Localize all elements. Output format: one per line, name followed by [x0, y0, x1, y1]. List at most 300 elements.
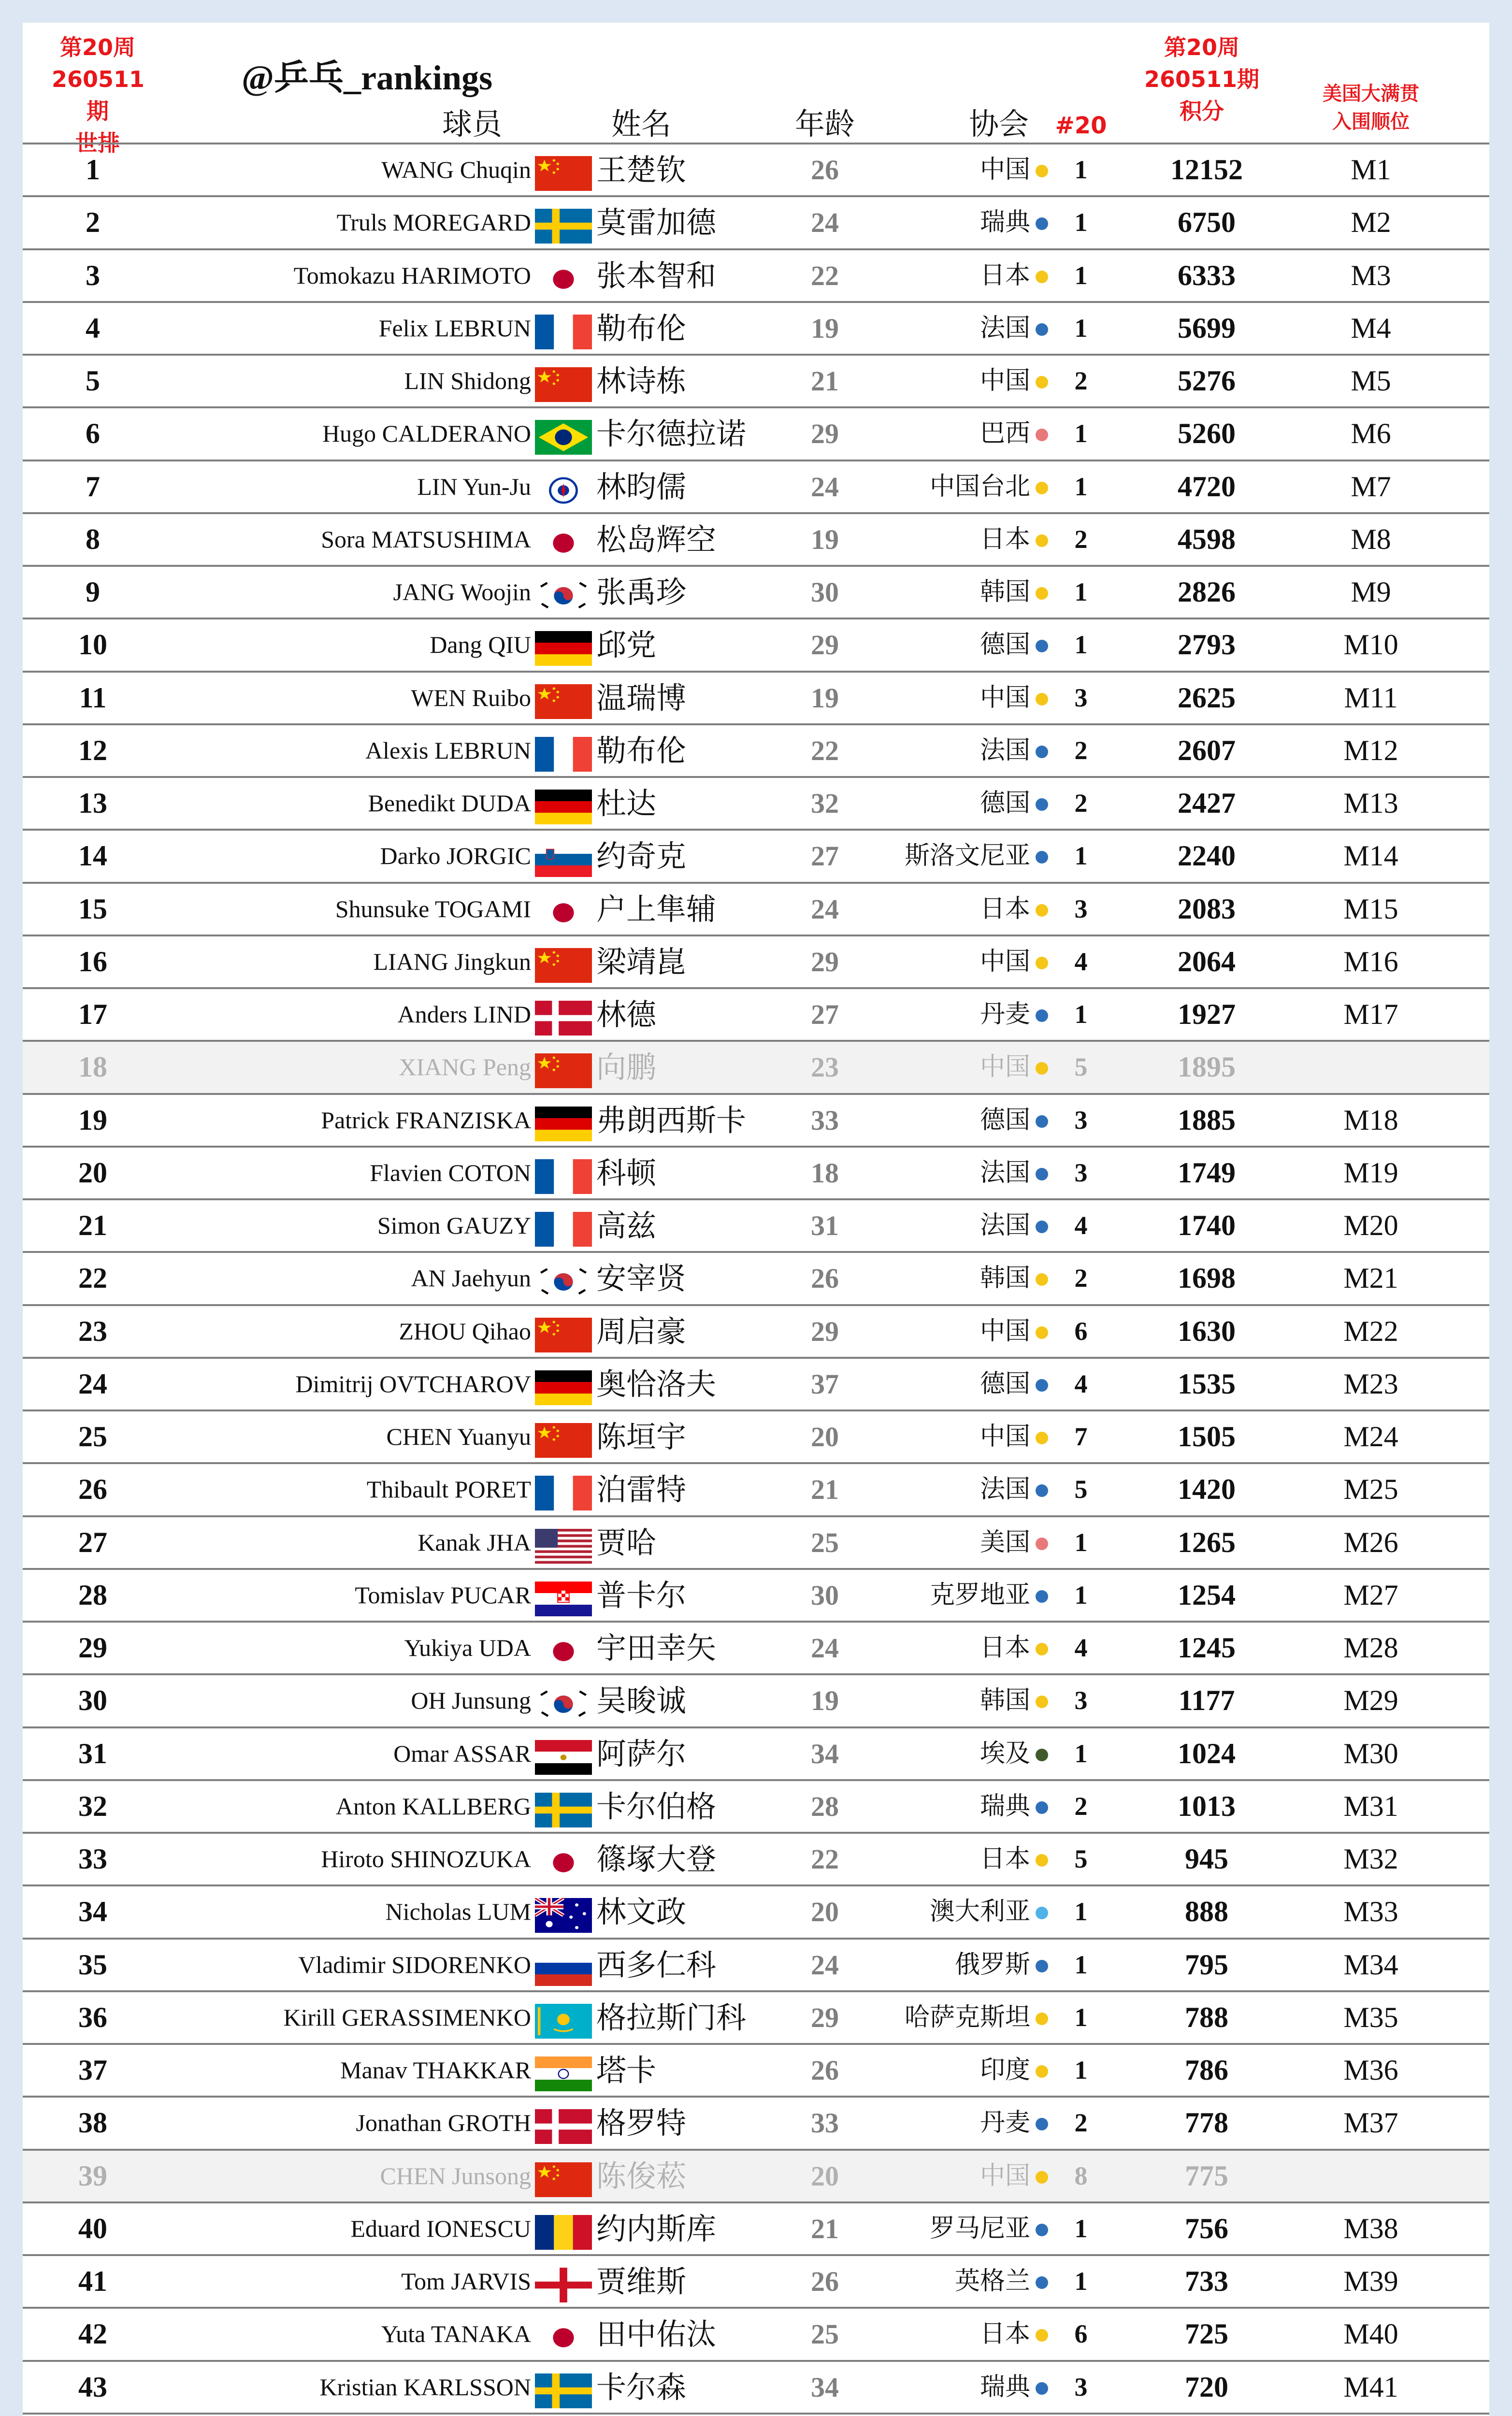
association-cell: 德国 [979, 789, 1030, 818]
points-cell: 1885 [1178, 1104, 1236, 1136]
player-english-name: Yukiya UDA [404, 1634, 531, 1661]
rank-cell: 6 [86, 417, 100, 450]
player-english-name: ZHOU Qihao [399, 1317, 531, 1345]
association-cell: 日本 [979, 894, 1030, 923]
player-chinese-name: 林文政 [596, 1894, 687, 1930]
week-count-cell: 8 [1074, 2161, 1088, 2190]
china-flag-icon [535, 2162, 592, 2197]
russia-flag-icon [535, 1951, 592, 1986]
player-english-name: Truls MOREGARD [336, 209, 531, 236]
player-chinese-name: 约内斯库 [596, 2211, 717, 2246]
player-chinese-name: 约奇克 [596, 838, 687, 874]
rank-cell: 25 [78, 1421, 107, 1452]
week-count-cell: 1 [1074, 208, 1088, 237]
china-flag-icon [535, 1318, 592, 1352]
table-row [23, 460, 1489, 512]
usa-smash-seed-cell: M17 [1343, 998, 1398, 1030]
week-count-cell: 1 [1074, 260, 1088, 290]
association-dot-icon [1036, 1273, 1048, 1286]
association-cell: 澳大利亚 [929, 1897, 1030, 1927]
points-cell: 1177 [1178, 1684, 1235, 1717]
player-chinese-name: 周启豪 [596, 1313, 687, 1349]
player-chinese-name: 向鹏 [596, 1050, 657, 1085]
rank-cell: 9 [86, 576, 100, 608]
player-chinese-name: 安宰贤 [596, 1261, 687, 1296]
association-cell: 韩国 [979, 1264, 1030, 1293]
denmark-flag-icon [535, 2109, 592, 2144]
points-cell: 725 [1185, 2318, 1228, 2350]
week-count-cell: 4 [1074, 1633, 1088, 1662]
usa-smash-seed-cell: M34 [1343, 1948, 1398, 1981]
points-cell: 5276 [1178, 365, 1236, 397]
association-dot-icon [1036, 1326, 1048, 1339]
points-cell: 795 [1185, 1948, 1228, 1981]
table-header [23, 23, 1489, 156]
player-chinese-name: 林德 [596, 997, 657, 1032]
usa-smash-seed-cell: M2 [1351, 206, 1391, 239]
player-english-name: Yuta TANAKA [381, 2320, 531, 2348]
points-cell: 2826 [1178, 576, 1236, 608]
player-chinese-name: 林诗栋 [596, 363, 687, 399]
table-row [23, 1093, 1489, 1146]
germany-flag-icon [535, 1370, 592, 1405]
week-count-cell: 6 [1074, 2319, 1088, 2349]
player-english-name: Sora MATSUSHIMA [321, 525, 531, 553]
association-cell: 哈萨克斯坦 [904, 2002, 1030, 2032]
player-header: 球员 [442, 106, 502, 142]
rank-cell: 17 [78, 998, 107, 1030]
age-cell: 27 [811, 840, 839, 872]
australia-flag-icon [535, 1898, 592, 1933]
association-cell: 德国 [979, 1369, 1030, 1398]
player-chinese-name: 卡尔森 [596, 2369, 687, 2405]
age-cell: 34 [811, 2371, 839, 2403]
rank-cell: 3 [86, 259, 100, 291]
table-row [23, 565, 1489, 618]
table-row [23, 2201, 1489, 2254]
rank-cell: 20 [78, 1156, 107, 1189]
association-cell: 中国台北 [929, 472, 1030, 501]
player-chinese-name: 阿萨尔 [596, 1736, 687, 1771]
rankings-table [23, 143, 1489, 2416]
week-count-cell: 1 [1074, 841, 1088, 871]
points-cell: 756 [1185, 2212, 1228, 2244]
week-count-cell: 3 [1074, 1105, 1088, 1135]
player-chinese-name: 林昀儒 [596, 469, 687, 504]
usa-smash-seed-cell: M24 [1343, 1421, 1398, 1452]
player-english-name: Hugo CALDERANO [322, 420, 531, 447]
sweden-flag-icon [535, 1793, 592, 1827]
player-english-name: LIANG Jingkun [373, 948, 531, 975]
china-flag-icon [535, 1053, 592, 1088]
japan-flag-icon [535, 1634, 592, 1669]
age-cell: 26 [811, 2055, 839, 2086]
table-row [23, 195, 1489, 248]
player-chinese-name: 塔卡 [596, 2053, 657, 2088]
korea-flag-icon [535, 1687, 592, 1722]
age-cell: 21 [811, 365, 839, 397]
world-rank-header-line: 260511期 [52, 66, 145, 124]
usa-flag-icon [535, 1529, 592, 1564]
association-dot-icon [1036, 904, 1048, 917]
association-cell: 德国 [979, 1105, 1030, 1135]
player-english-name: XIANG Peng [399, 1053, 531, 1081]
table-row [23, 776, 1489, 829]
rank-cell: 42 [78, 2318, 107, 2350]
association-cell: 韩国 [979, 577, 1030, 606]
association-cell: 法国 [979, 313, 1030, 343]
table-row [23, 618, 1489, 670]
points-cell: 1245 [1178, 1632, 1236, 1664]
association-cell: 中国 [979, 155, 1030, 184]
usa-smash-seed-cell: M10 [1343, 629, 1398, 661]
usa-smash-seed-cell: M1 [1351, 154, 1391, 186]
association-cell: 罗马尼亚 [929, 2214, 1030, 2243]
player-english-name: Manav THAKKAR [340, 2056, 531, 2084]
association-dot-icon [1036, 957, 1048, 969]
germany-flag-icon [535, 790, 592, 824]
player-chinese-name: 西多仁科 [596, 1947, 717, 1983]
points-cell: 5699 [1178, 312, 1236, 344]
week-count-cell: 1 [1074, 1950, 1088, 1979]
usa-smash-seed-cell: M5 [1351, 365, 1391, 397]
week-count-cell: 1 [1074, 155, 1088, 184]
table-row [23, 1462, 1489, 1515]
association-dot-icon [1036, 1115, 1048, 1128]
table-row [23, 1884, 1489, 1937]
player-chinese-name: 张禹珍 [596, 575, 687, 610]
usa-smash-seed-cell: M4 [1351, 312, 1391, 344]
player-chinese-name: 松岛辉空 [596, 521, 717, 557]
age-cell: 21 [811, 1474, 839, 1506]
usa-smash-seed-cell: M36 [1343, 2054, 1398, 2086]
player-chinese-name: 卡尔德拉诺 [596, 416, 747, 452]
rank-cell: 4 [86, 312, 100, 344]
association-dot-icon [1036, 1379, 1048, 1392]
points-header-line: 积分 [1180, 98, 1224, 124]
age-cell: 26 [811, 2266, 839, 2297]
points-cell: 1013 [1178, 1790, 1236, 1822]
week-count-cell: 5 [1074, 1052, 1088, 1082]
player-english-name: JANG Woojin [393, 578, 531, 605]
player-chinese-name: 勒布伦 [596, 733, 687, 768]
points-cell: 1024 [1178, 1737, 1236, 1769]
player-english-name: Hiroto SHINOZUKA [321, 1845, 531, 1872]
player-chinese-name: 篠塚大登 [596, 1841, 717, 1877]
usa-smash-seed-cell: M3 [1351, 259, 1391, 291]
association-dot-icon [1036, 1168, 1048, 1180]
player-english-name: LIN Yun-Ju [417, 473, 531, 500]
association-dot-icon [1036, 746, 1048, 758]
week-count-cell: 1 [1074, 2267, 1088, 2296]
usa-smash-seed-cell: M39 [1343, 2265, 1398, 2297]
association-cell: 中国 [979, 1316, 1030, 1346]
age-cell: 20 [811, 1896, 839, 1928]
association-cell: 日本 [979, 1633, 1030, 1662]
association-dot-icon [1036, 2276, 1048, 2289]
player-english-name: Omar ASSAR [393, 1740, 531, 1767]
week-count-cell: 7 [1074, 1422, 1088, 1451]
points-cell: 2625 [1178, 681, 1236, 714]
association-cell: 美国 [979, 1527, 1030, 1557]
week-count-cell: 2 [1074, 366, 1088, 395]
usa-smash-seed-cell: M31 [1343, 1790, 1398, 1822]
germany-flag-icon [535, 631, 592, 666]
points-cell: 1749 [1178, 1156, 1236, 1189]
brazil-flag-icon [535, 420, 592, 455]
week-count-cell: 2 [1074, 735, 1088, 765]
rank-cell: 41 [78, 2265, 107, 2297]
usa-smash-seed-cell: M18 [1343, 1104, 1398, 1136]
age-cell: 24 [811, 1949, 839, 1981]
age-cell: 29 [811, 418, 839, 450]
rank-cell: 27 [78, 1526, 107, 1558]
association-dot-icon [1036, 2065, 1048, 2078]
age-cell: 22 [811, 259, 839, 291]
points-cell: 1698 [1178, 1262, 1236, 1294]
week-count-cell: 5 [1074, 1475, 1088, 1504]
points-cell: 2607 [1178, 734, 1236, 766]
association-dot-icon [1036, 1749, 1048, 1761]
china-flag-icon [535, 948, 592, 983]
rank-cell: 15 [78, 892, 107, 925]
association-cell: 日本 [979, 524, 1030, 554]
name-header: 姓名 [611, 106, 671, 142]
usa-smash-seed-cell: M20 [1343, 1209, 1398, 1241]
rank-cell: 22 [78, 1262, 107, 1294]
association-cell: 中国 [979, 683, 1030, 712]
week-count-cell: 1 [1074, 1000, 1088, 1029]
player-chinese-name: 陈垣宇 [596, 1419, 687, 1454]
usa-smash-seed-cell: M29 [1343, 1684, 1398, 1717]
rank-cell: 10 [78, 629, 107, 661]
player-english-name: Simon GAUZY [377, 1212, 531, 1239]
association-dot-icon [1036, 2329, 1048, 2342]
association-dot-icon [1036, 1801, 1048, 1814]
player-chinese-name: 张本智和 [596, 258, 717, 293]
week-count-cell: 3 [1074, 683, 1088, 712]
points-cell: 786 [1185, 2054, 1228, 2086]
rank-cell: 36 [78, 2001, 107, 2033]
week-count-cell: 1 [1074, 472, 1088, 501]
age-cell: 25 [811, 1526, 839, 1558]
table-row [23, 1779, 1489, 1832]
rank-cell: 1 [86, 154, 100, 186]
sweden-flag-icon [535, 2373, 592, 2408]
points-cell: 4720 [1178, 470, 1236, 503]
table-row [23, 1673, 1489, 1726]
player-chinese-name: 贾维斯 [596, 2264, 687, 2299]
association-cell: 印度 [979, 2056, 1030, 2085]
slovenia-flag-icon [535, 842, 592, 877]
table-row [23, 1304, 1489, 1357]
egypt-flag-icon [535, 1740, 592, 1775]
usa-smash-seed-cell: M30 [1343, 1737, 1398, 1769]
age-cell: 31 [811, 1210, 839, 1241]
player-chinese-name: 田中佑汰 [596, 2316, 717, 2352]
korea-flag-icon [535, 578, 592, 613]
association-dot-icon [1036, 1643, 1048, 1655]
usa-smash-seed-cell: M6 [1351, 417, 1391, 450]
association-dot-icon [1036, 165, 1048, 177]
week-count-cell: 1 [1074, 1580, 1088, 1610]
week-count-cell: 1 [1074, 630, 1088, 660]
table-row [23, 1990, 1489, 2043]
world-rank-header-line: 第20周 [59, 34, 135, 60]
table-row [23, 1357, 1489, 1409]
player-chinese-name: 邱党 [596, 627, 657, 663]
player-chinese-name: 莫雷加德 [596, 205, 717, 241]
association-cell: 丹麦 [979, 1000, 1030, 1029]
player-english-name: Felix LEBRUN [378, 314, 531, 342]
table-row [23, 406, 1489, 459]
usa-smash-seed-cell: M35 [1343, 2001, 1398, 2033]
player-chinese-name: 奥恰洛夫 [596, 1366, 717, 1402]
rank-cell: 40 [78, 2212, 107, 2244]
points-cell: 2083 [1178, 892, 1236, 925]
table-row [23, 671, 1489, 723]
week-count-cell: 2 [1074, 789, 1088, 818]
sweden-flag-icon [535, 209, 592, 244]
points-cell: 2064 [1178, 945, 1236, 978]
denmark-flag-icon [535, 1001, 592, 1035]
usa-smash-seed-cell [1298, 2151, 1443, 2201]
association-cell: 日本 [979, 2319, 1030, 2349]
usa-smash-seed-cell: M11 [1344, 681, 1398, 714]
player-chinese-name: 贾哈 [596, 1524, 657, 1560]
player-chinese-name: 格拉斯门科 [596, 1999, 747, 2035]
japan-flag-icon [535, 526, 592, 561]
england-flag-icon [535, 2268, 592, 2302]
association-cell: 中国 [979, 2161, 1030, 2190]
rank-cell: 26 [78, 1473, 107, 1506]
croatia-flag-icon [535, 1582, 592, 1616]
table-row [23, 2413, 1489, 2416]
rank-cell: 2 [86, 206, 100, 239]
player-english-name: Tomokazu HARIMOTO [293, 261, 531, 289]
points-cell: 2793 [1178, 629, 1236, 661]
rank-cell: 35 [78, 1948, 107, 1981]
association-dot-icon [1036, 1009, 1048, 1022]
table-row [23, 1726, 1489, 1779]
age-cell: 24 [811, 207, 839, 239]
player-english-name: Flavien COTON [370, 1159, 531, 1186]
rankings-sheet [23, 23, 1489, 2416]
player-english-name: LIN Shidong [404, 367, 531, 394]
player-chinese-name: 高兹 [596, 1208, 657, 1243]
points-cell: 788 [1185, 2001, 1228, 2033]
player-english-name: Shunsuke TOGAMI [335, 895, 531, 922]
player-english-name: Kirill GERASSIMENKO [283, 2003, 531, 2031]
player-english-name: Jonathan GROTH [356, 2109, 531, 2137]
week-count-cell: 2 [1074, 1264, 1088, 1293]
rank-cell: 37 [78, 2054, 107, 2086]
romania-flag-icon [535, 2215, 592, 2250]
rank-cell: 33 [78, 1843, 107, 1875]
usa-smash-seed-cell: M9 [1351, 576, 1391, 608]
age-cell: 23 [811, 1051, 839, 1083]
association-cell: 丹麦 [979, 2108, 1030, 2138]
player-english-name: Dang QIU [430, 631, 531, 659]
chinese-taipei-flag-icon [535, 473, 592, 508]
association-cell: 日本 [979, 260, 1030, 290]
usa-smash-seed-cell: M12 [1343, 734, 1398, 766]
week-count-header: #20 [1055, 112, 1107, 139]
association-dot-icon [1036, 1854, 1048, 1867]
points-cell: 775 [1185, 2159, 1228, 2192]
week-count-cell: 4 [1074, 1211, 1088, 1240]
age-cell: 27 [811, 999, 839, 1030]
age-cell: 25 [811, 2318, 839, 2350]
age-cell: 29 [811, 946, 839, 978]
table-row [23, 2096, 1489, 2148]
usa-smash-header-line: 入围顺位 [1332, 111, 1410, 133]
association-dot-icon [1036, 217, 1048, 230]
age-cell: 19 [811, 312, 839, 344]
age-cell: 26 [811, 1263, 839, 1294]
association-cell: 瑞典 [979, 208, 1030, 237]
week-count-cell: 2 [1074, 524, 1088, 554]
points-header [1129, 31, 1274, 127]
points-cell: 12152 [1170, 154, 1243, 186]
association-dot-icon [1036, 851, 1048, 863]
france-flag-icon [535, 737, 592, 772]
points-cell: 2240 [1178, 840, 1236, 872]
china-flag-icon [535, 1423, 592, 1458]
player-english-name: Tom JARVIS [401, 2268, 531, 2295]
age-cell: 18 [811, 1157, 839, 1189]
france-flag-icon [535, 1476, 592, 1510]
association-dot-icon [1036, 429, 1048, 441]
points-cell: 1895 [1178, 1051, 1236, 1083]
association-dot-icon [1036, 1696, 1048, 1708]
japan-flag-icon [535, 2320, 592, 2355]
player-english-name: Patrick FRANZISKA [321, 1106, 531, 1134]
player-chinese-name: 户上隼辅 [596, 891, 717, 927]
age-cell: 28 [811, 1790, 839, 1822]
player-chinese-name: 弗朗西斯卡 [596, 1102, 747, 1138]
rank-cell: 16 [78, 945, 107, 978]
player-chinese-name: 杜达 [596, 786, 657, 821]
association-dot-icon [1036, 1484, 1048, 1497]
association-cell: 中国 [979, 1422, 1030, 1451]
week-count-cell: 6 [1074, 1316, 1088, 1346]
usa-smash-seed-cell: M38 [1343, 2212, 1398, 2244]
table-row [23, 2307, 1489, 2359]
rank-cell: 5 [86, 365, 100, 397]
usa-smash-seed-cell: M37 [1343, 2107, 1398, 2139]
association-dot-icon [1036, 2118, 1048, 2130]
player-chinese-name: 科顿 [596, 1155, 657, 1191]
points-cell: 945 [1185, 1843, 1228, 1875]
points-cell: 1927 [1178, 998, 1236, 1030]
usa-smash-seed-cell: M23 [1343, 1367, 1398, 1400]
table-row [23, 2360, 1489, 2413]
table-row [23, 1832, 1489, 1884]
table-row [23, 143, 1489, 195]
table-row [23, 354, 1489, 406]
age-cell: 26 [811, 154, 839, 186]
association-cell: 法国 [979, 1211, 1030, 1240]
player-chinese-name: 卡尔伯格 [596, 1788, 717, 1824]
association-dot-icon [1036, 1960, 1048, 1972]
age-cell: 19 [811, 682, 839, 714]
association-dot-icon [1036, 1432, 1048, 1444]
rank-cell: 18 [78, 1051, 107, 1083]
player-english-name: Alexis LEBRUN [365, 736, 531, 764]
points-cell: 4598 [1178, 523, 1236, 555]
usa-smash-seed-cell: M32 [1343, 1843, 1398, 1875]
